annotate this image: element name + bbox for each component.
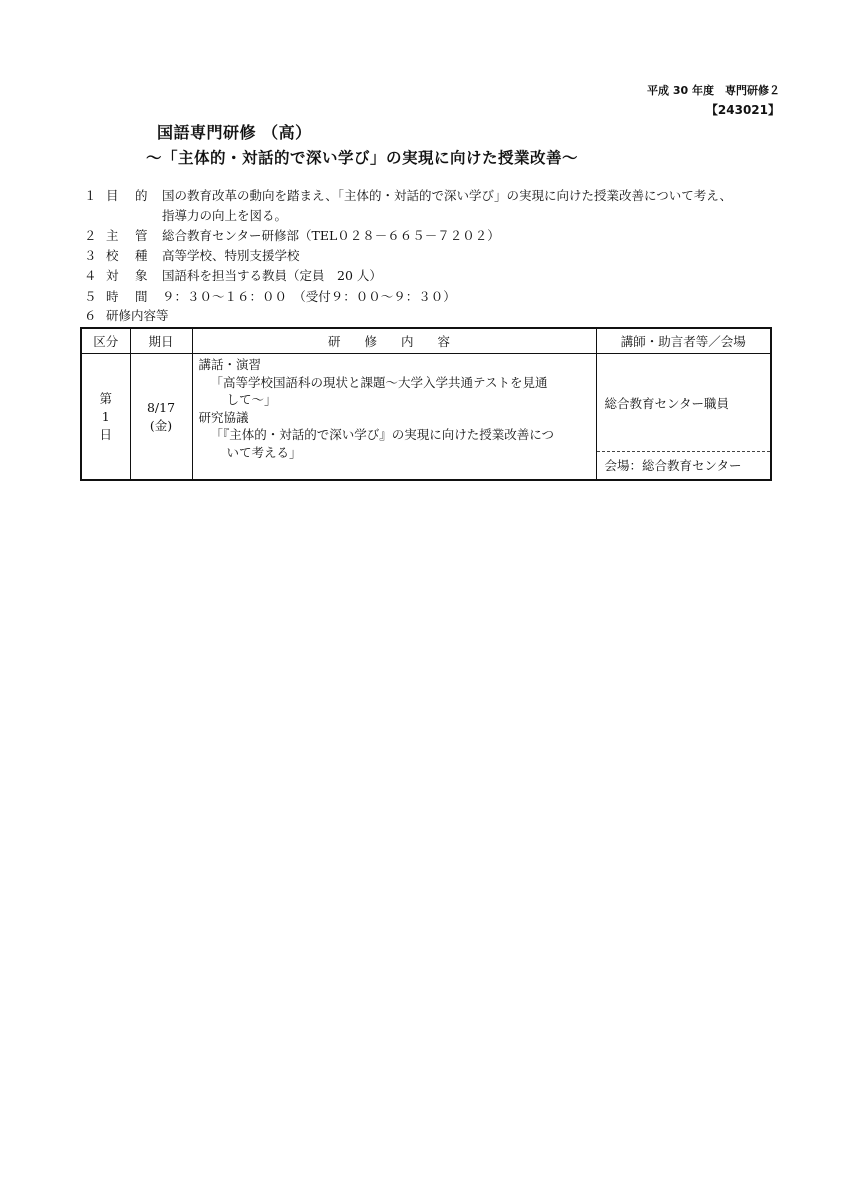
header-date: 期日 <box>130 328 192 354</box>
info-text-continued: 指導力の向上を図る。 <box>162 208 288 223</box>
division-text: 1 <box>101 408 110 424</box>
content-item-text: いて考える」 <box>226 444 302 460</box>
info-number: ５ <box>84 289 97 304</box>
content-item-title: 研究協議 <box>198 409 249 425</box>
info-label: 校 種 <box>106 248 150 263</box>
info-label: 時 間 <box>106 289 150 304</box>
page-title: 国語専門研修 （高） <box>157 123 312 142</box>
schedule-table <box>80 327 772 481</box>
info-label: 目 的 <box>106 188 150 203</box>
info-text: 国語科を担当する教員（定員 20 人） <box>162 268 382 283</box>
table-row <box>81 354 771 481</box>
weekday-text: (金) <box>149 417 173 433</box>
date-cell <box>130 354 192 481</box>
info-label: 主 管 <box>106 228 150 243</box>
info-label: 対 象 <box>106 268 150 283</box>
info-item-content <box>84 306 169 326</box>
info-number: ２ <box>84 228 97 243</box>
fiscal-year-label: 平成 30 年度 専門研修２ <box>647 84 780 97</box>
info-item-school-type <box>84 246 300 266</box>
info-text: ９：３０～１６：００ （受付９：００～９：３０） <box>162 289 456 304</box>
date-text: 8/17 <box>146 399 176 415</box>
division-text: 第 <box>99 390 112 406</box>
division-text: 日 <box>99 426 112 442</box>
page-subtitle: ～「主体的・対話的で深い学び」の実現に向けた授業改善～ <box>146 149 579 167</box>
venue-text: 会場：総合教育センター <box>604 458 742 473</box>
info-number: ３ <box>84 248 97 263</box>
info-number: ６ <box>84 308 97 323</box>
info-text: 国の教育改革の動向を踏まえ、「主体的・対話的で深い学び」の実現に向けた授業改善について考え、 <box>162 188 733 203</box>
info-text: 高等学校、特別支援学校 <box>162 248 300 263</box>
info-item-target <box>84 266 382 286</box>
info-item-organizer <box>84 226 500 246</box>
division-cell <box>81 354 130 481</box>
course-code: 【243021】 <box>705 103 780 117</box>
header-lecturer: 講師・助言者等／会場 <box>596 328 771 354</box>
info-number: １ <box>84 188 97 203</box>
info-label: 研修内容等 <box>106 308 169 323</box>
info-text: 総合教育センター研修部（TEL０２８－６６５－７２０２） <box>162 228 500 243</box>
content-item-text: 「高等学校国語科の現状と課題～大学入学共通テストを見通 <box>210 374 548 390</box>
lecturer-text: 総合教育センター職員 <box>597 354 771 452</box>
info-number: ４ <box>84 268 97 283</box>
lecturer-cell <box>596 354 771 481</box>
table-header-row <box>81 328 771 354</box>
header-division: 区分 <box>81 328 130 354</box>
content-item-text: 「『主体的・対話的で深い学び』の実現に向けた授業改善につ <box>210 427 555 442</box>
content-cell <box>192 354 596 481</box>
content-item-title: 講話・演習 <box>198 357 262 372</box>
header-content: 研 修 内 容 <box>192 328 596 354</box>
info-item-purpose <box>84 186 732 226</box>
info-item-time <box>84 287 456 307</box>
content-item-text: して～」 <box>226 392 277 407</box>
